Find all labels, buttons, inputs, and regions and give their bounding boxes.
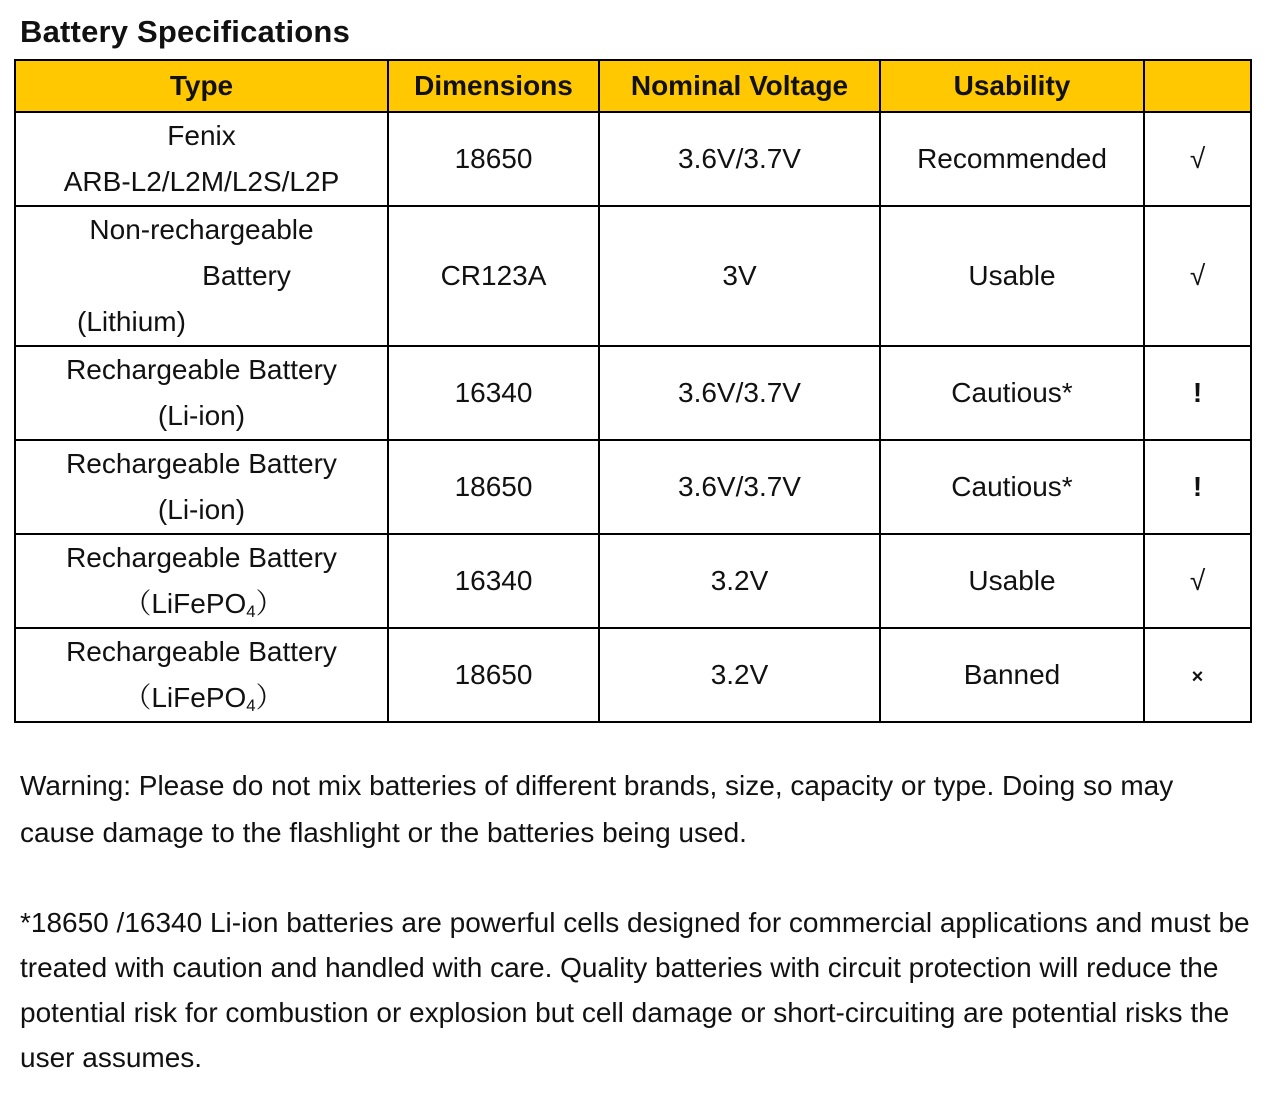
mark-glyph: √ bbox=[1189, 565, 1206, 596]
cell-voltage: 3.2V bbox=[599, 534, 880, 628]
type-line: (Li-ion) bbox=[157, 494, 246, 525]
footnote-text: *18650 /16340 Li-ion batteries are powerful cells designed for commercial applications and must be treated with caution and handled with care. Quality batteries with circuit protection will reduce the potential risk for combustion or explosion but cell damage or short-circuiting are potential risks the user assumes. bbox=[20, 907, 1250, 1073]
cell-usability: Recommended bbox=[880, 112, 1144, 206]
cell-voltage: 3.6V/3.7V bbox=[599, 112, 880, 206]
type-line: Rechargeable Battery bbox=[66, 448, 337, 479]
cell-type bbox=[15, 628, 388, 722]
cell-type bbox=[15, 206, 388, 346]
cell-usability: Banned bbox=[880, 628, 1144, 722]
mark-glyph: √ bbox=[1189, 260, 1206, 291]
type-line: (Li-ion) bbox=[157, 400, 246, 431]
header-dimensions: Dimensions bbox=[388, 60, 599, 112]
cell-usability: Usable bbox=[880, 534, 1144, 628]
type-line: Non-rechargeable bbox=[89, 214, 314, 245]
cell-type bbox=[15, 534, 388, 628]
cell-type bbox=[15, 346, 388, 440]
cell-usability: Cautious* bbox=[880, 346, 1144, 440]
caution-icon bbox=[1144, 346, 1251, 440]
cell-dimensions: CR123A bbox=[388, 206, 599, 346]
chemistry-label: （LiFePO bbox=[123, 588, 247, 619]
banned-icon bbox=[1144, 628, 1251, 722]
cell-voltage: 3.6V/3.7V bbox=[599, 346, 880, 440]
cell-dimensions: 16340 bbox=[388, 346, 599, 440]
type-line: Fenix bbox=[167, 120, 236, 151]
table-header-row bbox=[15, 60, 1251, 112]
subscript: 4 bbox=[246, 602, 256, 621]
cell-dimensions: 18650 bbox=[388, 112, 599, 206]
type-line bbox=[16, 581, 387, 627]
chemistry-close: ） bbox=[255, 588, 284, 619]
battery-spec-table bbox=[14, 59, 1252, 723]
type-line: ARB-L2/L2M/L2S/L2P bbox=[63, 166, 340, 197]
subscript: 4 bbox=[246, 696, 256, 715]
table-row bbox=[15, 346, 1251, 440]
cell-dimensions: 16340 bbox=[388, 534, 599, 628]
caution-icon bbox=[1144, 440, 1251, 534]
cell-voltage: 3.2V bbox=[599, 628, 880, 722]
check-mark-icon bbox=[1144, 534, 1251, 628]
header-mark bbox=[1144, 60, 1251, 112]
header-usability: Usability bbox=[880, 60, 1144, 112]
mark-glyph: √ bbox=[1189, 143, 1206, 174]
cell-usability: Usable bbox=[880, 206, 1144, 346]
mark-glyph: ! bbox=[1192, 471, 1203, 502]
type-line: Rechargeable Battery bbox=[66, 354, 337, 385]
header-type: Type bbox=[15, 60, 388, 112]
table-row bbox=[15, 206, 1251, 346]
table-row bbox=[15, 628, 1251, 722]
chemistry-close: ） bbox=[255, 682, 284, 713]
table-row bbox=[15, 440, 1251, 534]
type-line: Battery bbox=[202, 260, 291, 291]
chemistry-label: （LiFePO bbox=[123, 682, 247, 713]
mark-glyph: ! bbox=[1192, 377, 1203, 408]
table-row bbox=[15, 112, 1251, 206]
mark-glyph: × bbox=[1191, 665, 1204, 688]
table-row bbox=[15, 534, 1251, 628]
check-mark-icon bbox=[1144, 112, 1251, 206]
cell-type bbox=[15, 440, 388, 534]
cell-usability: Cautious* bbox=[880, 440, 1144, 534]
cell-type bbox=[15, 112, 388, 206]
check-mark-icon bbox=[1144, 206, 1251, 346]
cell-voltage: 3V bbox=[599, 206, 880, 346]
type-line bbox=[16, 675, 387, 721]
type-line: (Lithium) bbox=[77, 306, 186, 337]
warning-text: Warning: Please do not mix batteries of different brands, size, capacity or type. Doing so may cause damage to the flashlight or the batteries being used. bbox=[20, 770, 1174, 848]
type-line: Rechargeable Battery bbox=[66, 542, 337, 573]
page-title: Battery Specifications bbox=[20, 14, 351, 49]
header-nominal-voltage: Nominal Voltage bbox=[599, 60, 880, 112]
cell-dimensions: 18650 bbox=[388, 440, 599, 534]
cell-voltage: 3.6V/3.7V bbox=[599, 440, 880, 534]
cell-dimensions: 18650 bbox=[388, 628, 599, 722]
type-line: Rechargeable Battery bbox=[66, 636, 337, 667]
